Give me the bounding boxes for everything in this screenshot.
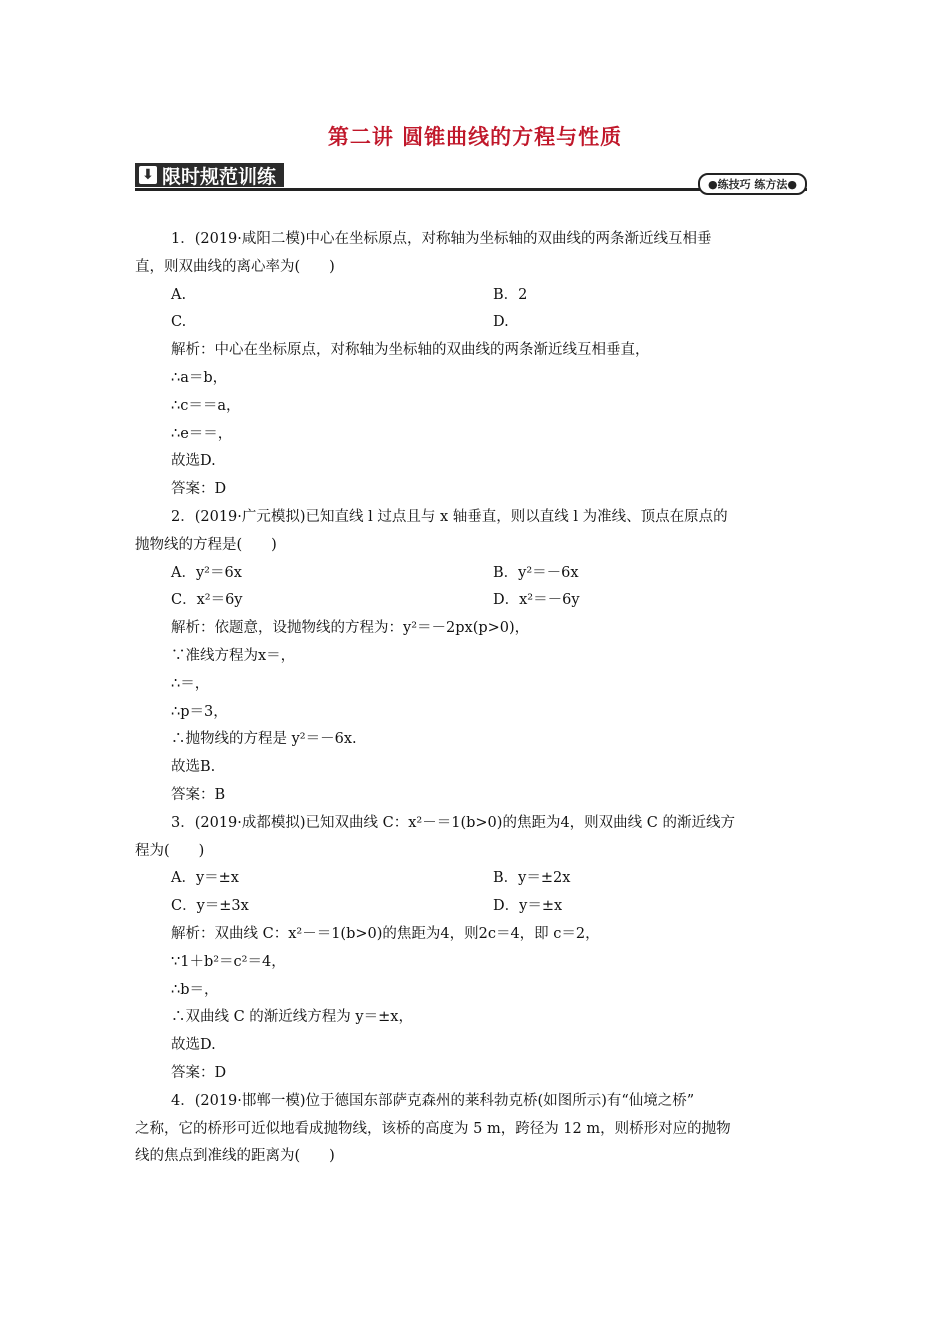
q3-solution-3: ∴b＝， <box>171 981 219 998</box>
q1-solution-1: 解析：中心在坐标原点，对称轴为坐标轴的双曲线的两条渐近线互相垂直， <box>171 342 650 359</box>
q3-stem-line-1: 3．(2019·成都模拟)已知双曲线 C：x²－＝1(b>0)的焦距为4，则双曲线 C 的渐近线方 <box>171 814 735 831</box>
down-arrow-icon: ⬇ <box>139 166 157 184</box>
q1-solution-3: ∴c＝＝a， <box>171 397 241 414</box>
q2-options-row-2 <box>135 587 815 615</box>
q2-solution-5: ∴抛物线的方程是 y²＝－6x. <box>171 731 357 748</box>
q1-option-c: C. <box>171 314 187 331</box>
q1-solution-5: 故选D. <box>171 453 216 470</box>
q3-options-row-2 <box>135 893 815 921</box>
q3-option-a: A．y＝±x <box>171 870 239 887</box>
q1-option-b: B．2 <box>493 286 528 303</box>
q4-stem-line-3: 线的焦点到准线的距离为( ) <box>135 1148 335 1165</box>
q3-stem-line-2: 程为( ) <box>135 842 205 859</box>
section-banner <box>135 163 807 193</box>
q2-options-row-1 <box>135 560 815 588</box>
exercise-content <box>135 226 815 1171</box>
q3-solution-1: 解析：双曲线 C：x²－＝1(b>0)的焦距为4，则2c＝4，即 c＝2， <box>171 925 600 942</box>
q3-option-c: C．y＝±3x <box>171 898 249 915</box>
q1-stem-line-2: 直，则双曲线的离心率为( ) <box>135 258 335 275</box>
banner-label: 限时规范训练 <box>162 165 277 188</box>
q1-stem-line-1: 1．(2019·咸阳二模)中心在坐标原点，对称轴为坐标轴的双曲线的两条渐近线互相垂 <box>171 231 712 247</box>
q2-solution-3: ∴＝， <box>171 675 210 692</box>
q3-solution-5: 故选D. <box>171 1037 216 1054</box>
q2-option-d: D．x²＝－6y <box>493 592 580 609</box>
q2-solution-2: ∵准线方程为x＝， <box>171 647 296 664</box>
q3-solution-4: ∴双曲线 C 的渐近线方程为 y＝±x， <box>171 1009 413 1026</box>
q1-option-d: D. <box>493 314 509 331</box>
q2-solution-6: 故选B. <box>171 759 216 776</box>
q2-answer: 答案：B <box>171 786 226 803</box>
q1-answer: 答案：D <box>171 481 227 498</box>
q3-option-b: B．y＝±2x <box>493 870 571 887</box>
banner-pill: ●练技巧 练方法● <box>698 173 807 195</box>
q1-solution-2: ∴a＝b， <box>171 369 228 386</box>
q2-stem-line-1: 2．(2019·广元模拟)已知直线 l 过点且与 x 轴垂直，则以直线 l 为准线、顶点在原点的 <box>171 508 728 525</box>
page-title: 第二讲 圆锥曲线的方程与性质 <box>327 125 623 149</box>
q1-solution-4: ∴e＝＝， <box>171 425 233 442</box>
banner-tag <box>135 163 284 187</box>
q4-stem-line-1: 4．(2019·邯郸一模)位于德国东部萨克森州的莱科勃克桥(如图所示)有“仙境之桥” <box>171 1092 695 1109</box>
q3-solution-2: ∵1＋b²＝c²＝4， <box>171 953 286 970</box>
q1-options-row-1 <box>135 282 815 310</box>
q2-solution-4: ∴p＝3， <box>171 703 228 720</box>
q2-solution-1: 解析：依题意，设抛物线的方程为：y²＝－2px(p>0)， <box>171 620 530 637</box>
q2-stem-line-2: 抛物线的方程是( ) <box>135 536 277 553</box>
q2-option-b: B．y²＝－6x <box>493 564 579 581</box>
q4-stem-line-2: 之称，它的桥形可近似地看成抛物线，该桥的高度为 5 m，跨径为 12 m，则桥形对应的抛物 <box>135 1120 731 1137</box>
q2-option-a: A．y²＝6x <box>171 564 242 581</box>
q1-option-a: A. <box>171 286 187 303</box>
q3-answer: 答案：D <box>171 1064 227 1081</box>
q2-option-c: C．x²＝6y <box>171 592 243 609</box>
q3-option-d: D．y＝±x <box>493 898 563 915</box>
q1-options-row-2 <box>135 309 815 337</box>
q3-options-row-1 <box>135 865 815 893</box>
